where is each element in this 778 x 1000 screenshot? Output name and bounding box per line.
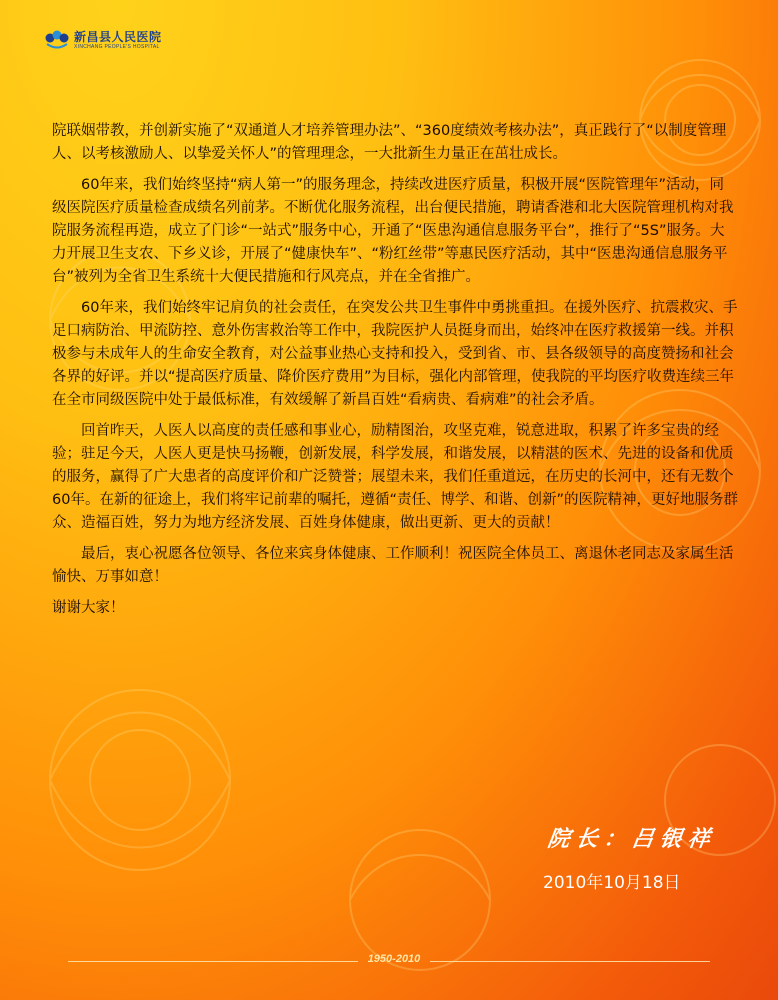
- closing-line: 谢谢大家！: [52, 600, 125, 616]
- hospital-logo-icon: [44, 30, 70, 50]
- paragraph-5: 最后，衷心祝愿各位领导、各位来宾身体健康、工作顺利！祝医院全体员工、离退休老同志及家属生活愉快、万事如意！: [52, 546, 734, 585]
- logo-english-name: XINCHANG PEOPLE'S HOSPITAL: [74, 43, 160, 50]
- speech-body: [52, 120, 738, 620]
- paragraph-2: 60年来，我们始终坚持“病人第一”的服务理念，持续改进医疗质量，积极开展“医院管理年”活动，同级医院医疗质量检查成绩名列前茅。不断优化服务流程，出台便民措施，聘请香港和北大医院管理机构对我院服务流程再造，成立了门诊“一站式”服务中心，开通了“医患沟通信息服务平台”，推行了“5S”服务。大力开展卫生支农、下乡义诊，开展了“健康快车”、“粉红丝带”等惠民医疗活动，其中“医患沟通信息服务平台”被列为全省卫生系统十大便民措施和行风亮点，并在全省推广。: [52, 177, 734, 285]
- hospital-logo: [44, 30, 162, 50]
- footer-divider-right: [430, 961, 710, 962]
- paragraph-4: 回首昨天，人医人以高度的责任感和事业心，励精图治，攻坚克难，锐意进取，积累了许多宝贵的经验；驻足今天，人医人更是快马扬鞭，创新发展，科学发展，和谐发展，以精湛的医术、先进的设备和优质的服务，赢得了广大患者的高度评价和广泛赞誉；展望未来，我们任重道远，在历史的长河中，还有无数个60年。在新的征途上，我们将牢记前辈的嘱托，遵循“责任、博学、和谐、创新”的医院精神，更好地服务群众、造福百姓，努力为地方经济发展、百姓身体健康，做出更新、更大的贡献！: [52, 423, 738, 531]
- signature-date: 2010年10月18日: [543, 873, 681, 893]
- footer-years: 1950-2010: [367, 953, 421, 965]
- paragraph-1: 院联姻带教，并创新实施了“双通道人才培养管理办法”、“360度绩效考核办法”，真正践行了“以制度管理人、以考核激励人、以挚爱关怀人”的管理理念，一大批新生力量正在茁壮成长。: [52, 123, 727, 162]
- signature-name: 院长：吕银祥: [545, 826, 718, 852]
- footer-divider-left: [68, 961, 358, 962]
- logo-name: 新昌县人民医院: [74, 29, 162, 44]
- paragraph-3: 60年来，我们始终牢记肩负的社会责任，在突发公共卫生事件中勇挑重担。在援外医疗、抗震救灾、手足口病防治、甲流防控、意外伤害救治等工作中，我院医护人员挺身而出，始终冲在医疗救援第一线。并积极参与未成年人的生命安全教育，对公益事业热心支持和投入，受到省、市、县各级领导的高度赞扬和社会各界的好评。并以“提高医疗质量、降价医疗费用”为目标，强化内部管理，使我院的平均医疗收费连续三年在全市同级医院中处于最低标准，有效缓解了新昌百姓“看病贵、看病难”的社会矛盾。: [52, 300, 738, 408]
